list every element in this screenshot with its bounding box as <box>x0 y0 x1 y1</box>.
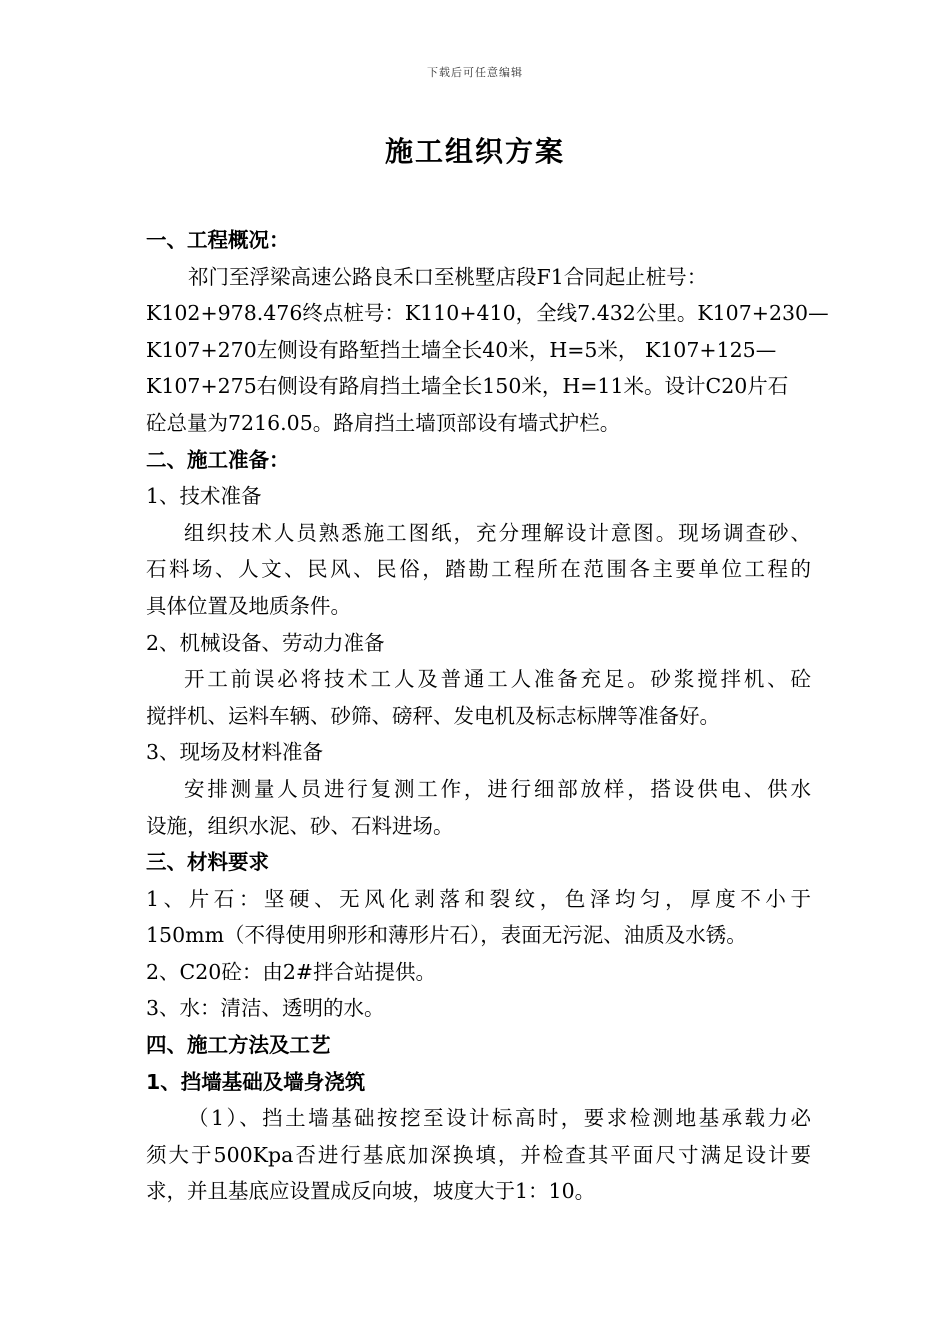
paragraph-line: （1）、挡土墙基础按挖至设计标高时，要求检测地基承载力必 <box>188 1106 811 1131</box>
section-heading-preparation: 二、施工准备： <box>146 447 290 472</box>
subsection-title: 3、现场及材料准备 <box>146 740 324 765</box>
header-note: 下载后可任意编辑 <box>427 66 523 79</box>
paragraph-line: 搅拌机、运料车辆、砂筛、磅秤、发电机及标志标牌等准备好。 <box>146 703 720 728</box>
paragraph-line: 设施，组织水泥、砂、石料进场。 <box>146 813 454 838</box>
section-heading-overview: 一、工程概况： <box>146 228 290 252</box>
paragraph-line: 3、水：清洁、透明的水。 <box>146 996 385 1021</box>
paragraph-line: K102+978.476终点桩号：K110+410，全线7.432公里。K107+230— <box>146 301 829 326</box>
paragraph-line: K107+270左侧设有路堑挡土墙全长40米，H=5米， K107+125— <box>146 337 777 362</box>
paragraph-line: 2、C20砼：由2#拌合站提供。 <box>146 959 437 984</box>
section-heading-materials: 三、材料要求 <box>146 850 269 875</box>
paragraph-line: 须大于500Kpa否进行基底加深换填，并检查其平面尺寸满足设计要 <box>146 1142 811 1167</box>
paragraph-line: 祁门至浮梁高速公路良禾口至桃墅店段F1合同起止桩号： <box>188 264 708 289</box>
paragraph-line: K107+275右侧设有路肩挡土墙全长150米，H=11米。设计C20片石 <box>146 374 789 399</box>
paragraph-line: 150mm（不得使用卵形和薄形片石），表面无污泥、油质及水锈。 <box>146 923 747 948</box>
paragraph-line: 开工前误必将技术工人及普通工人准备充足。砂浆搅拌机、砼 <box>184 667 811 692</box>
section-heading-methods: 四、施工方法及工艺 <box>146 1033 331 1058</box>
paragraph-line: 安排测量人员进行复测工作，进行细部放样，搭设供电、供水 <box>184 776 811 801</box>
paragraph-line: 求，并且基底应设置成反向坡，坡度大于1：10。 <box>146 1179 596 1204</box>
subsection-title-bold: 1、挡墙基础及墙身浇筑 <box>146 1069 366 1094</box>
paragraph-line: 组织技术人员熟悉施工图纸，充分理解设计意图。现场调查砂、 <box>184 520 811 545</box>
paragraph-line: 石料场、人文、民风、民俗，踏勘工程所在范围各主要单位工程的 <box>146 557 811 582</box>
paragraph-line: 砼总量为7216.05。路肩挡土墙顶部设有墙式护栏。 <box>146 410 621 435</box>
document-title: 施工组织方案 <box>384 135 565 168</box>
subsection-title: 1、技术准备 <box>146 484 262 509</box>
subsection-title: 2、机械设备、劳动力准备 <box>146 630 385 655</box>
paragraph-line: 具体位置及地质条件。 <box>146 593 351 618</box>
paragraph-line: 1、片石：坚硬、无风化剥落和裂纹，色泽均匀，厚度不小于 <box>146 886 811 911</box>
document-body <box>146 222 829 1210</box>
